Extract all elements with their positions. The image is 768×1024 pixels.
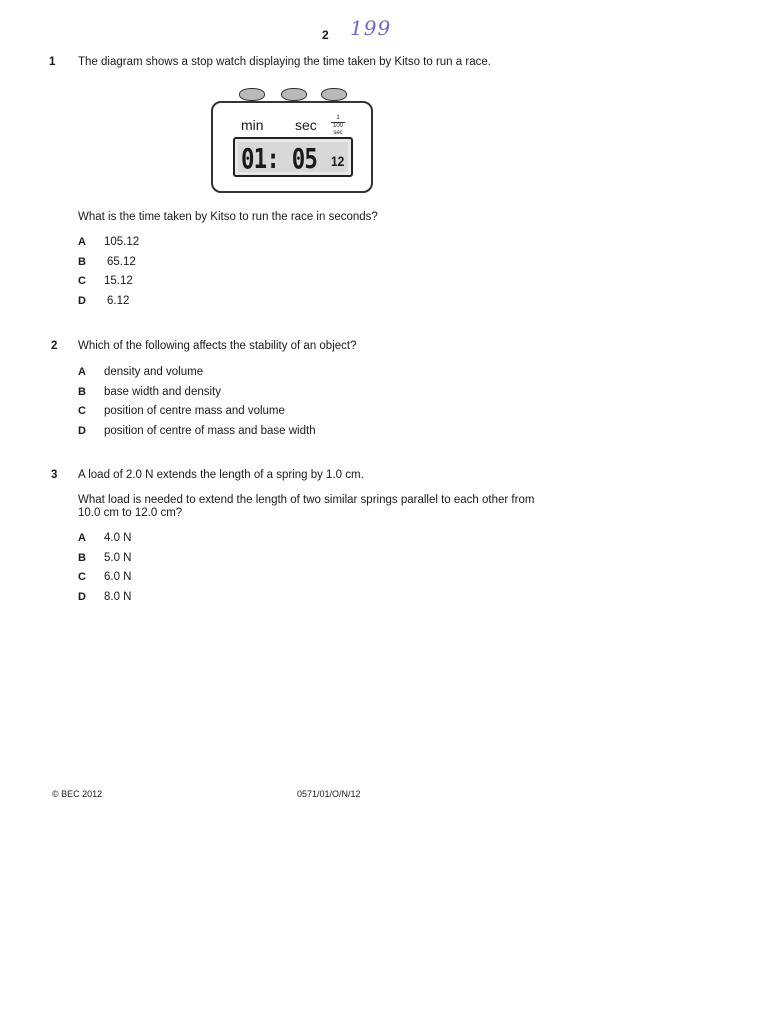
stopwatch-label-sec: sec (295, 117, 317, 133)
question-1-option-c[interactable]: C 15.12 (78, 275, 133, 287)
question-2-option-c[interactable]: C position of centre mass and volume (78, 405, 285, 417)
question-3-option-a[interactable]: A 4.0 N (78, 532, 132, 544)
stopwatch-display-main: 01: 05 (241, 142, 318, 175)
question-3-prompt-line-1: What load is needed to extend the length of two similar springs parallel to each other from (78, 494, 535, 506)
question-3-option-b[interactable]: B 5.0 N (78, 551, 132, 564)
stopwatch-button-right (321, 88, 347, 101)
question-2-option-a[interactable]: A density and volume (78, 366, 204, 378)
stopwatch-button-middle (281, 88, 307, 101)
question-1-option-d[interactable]: D 6.12 (78, 294, 130, 307)
question-2-option-d[interactable]: D position of centre of mass and base width (78, 424, 316, 437)
footer-copyright: © BEC 2012 (52, 789, 103, 799)
stopwatch-diagram (211, 88, 375, 192)
page-number: 2 (322, 28, 329, 42)
footer-paper-code: 0571/01/O/N/12 (297, 789, 361, 799)
stopwatch-display-hundredths: 12 (331, 153, 345, 169)
question-1-text: The diagram shows a stop watch displaying the time taken by Kitso to run a race. (78, 56, 491, 68)
frac-denominator: 100 sec (332, 123, 343, 136)
stopwatch-button-left (239, 88, 265, 101)
question-1-options (78, 236, 139, 314)
question-2-number: 2 (51, 340, 58, 352)
question-3-options (78, 532, 132, 610)
question-3-option-d[interactable]: D 8.0 N (78, 590, 132, 603)
frac-numerator: 1 (336, 115, 340, 121)
question-3-option-c[interactable]: C 6.0 N (78, 571, 132, 583)
stopwatch-body (211, 101, 373, 193)
question-2-options (78, 366, 316, 444)
stopwatch-label-hundredths (331, 115, 345, 137)
question-1-option-b[interactable]: B 65.12 (78, 255, 136, 268)
question-1-number: 1 (49, 56, 56, 68)
question-2-text: Which of the following affects the stability of an object? (78, 340, 357, 352)
question-1-prompt: What is the time taken by Kitso to run the race in seconds? (78, 211, 378, 223)
stopwatch-screen (233, 137, 353, 177)
question-3-number: 3 (51, 469, 58, 481)
question-1-option-a[interactable]: A 105.12 (78, 236, 140, 248)
question-3-text: A load of 2.0 N extends the length of a spring by 1.0 cm. (78, 469, 364, 481)
question-3-prompt-line-2: 10.0 cm to 12.0 cm? (78, 507, 183, 519)
handwritten-number: 199 (350, 16, 392, 40)
question-2-option-b[interactable]: B base width and density (78, 385, 221, 398)
stopwatch-label-min: min (241, 117, 264, 133)
